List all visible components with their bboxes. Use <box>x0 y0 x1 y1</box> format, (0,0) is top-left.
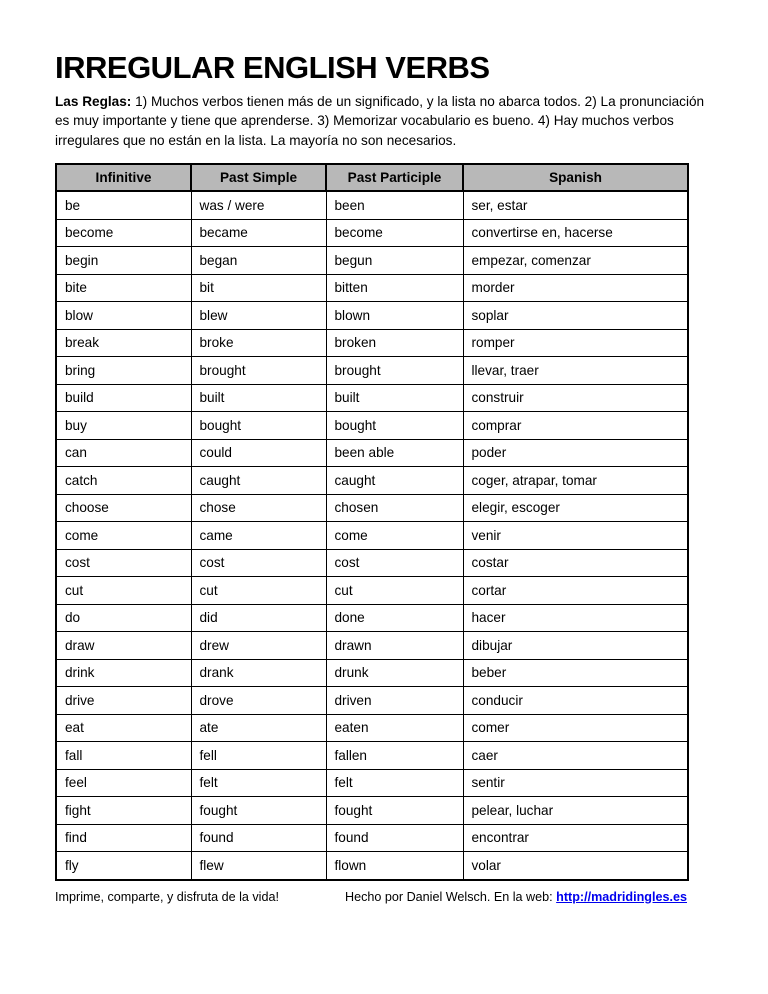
table-cell: caught <box>326 467 463 495</box>
intro-text: 1) Muchos verbos tienen más de un significado, y la lista no abarca todos. 2) La pronunciación es muy importante y tiene que aprenderse. 3) Memorizar vocabulario es bueno. 4) Hay muchos verbos irregulares que no están en la lista. La mayoría no son necesarios. <box>55 93 705 148</box>
header-cell-infinitive: Infinitive <box>56 164 191 191</box>
table-cell: drive <box>56 687 191 715</box>
table-cell: build <box>56 384 191 412</box>
table-cell: buy <box>56 412 191 440</box>
table-cell: pelear, luchar <box>463 797 688 825</box>
table-row <box>56 659 688 687</box>
table-row <box>56 412 688 440</box>
table-cell: felt <box>191 769 326 797</box>
intro-paragraph <box>55 92 715 151</box>
table-cell: bitten <box>326 274 463 302</box>
table-cell: built <box>326 384 463 412</box>
table-cell: coger, atrapar, tomar <box>463 467 688 495</box>
table-cell: break <box>56 329 191 357</box>
table-row <box>56 384 688 412</box>
table-cell: fell <box>191 742 326 770</box>
table-cell: can <box>56 439 191 467</box>
table-cell: became <box>191 219 326 247</box>
table-cell: bit <box>191 274 326 302</box>
table-cell: fought <box>191 797 326 825</box>
table-cell: cost <box>326 549 463 577</box>
table-cell: broken <box>326 329 463 357</box>
table-cell: ser, estar <box>463 191 688 219</box>
table-cell: convertirse en, hacerse <box>463 219 688 247</box>
table-cell: begin <box>56 247 191 275</box>
table-cell: brought <box>191 357 326 385</box>
table-cell: costar <box>463 549 688 577</box>
table-row <box>56 357 688 385</box>
table-cell: cortar <box>463 577 688 605</box>
table-row <box>56 687 688 715</box>
table-cell: been <box>326 191 463 219</box>
table-cell: empezar, comenzar <box>463 247 688 275</box>
table-cell: driven <box>326 687 463 715</box>
table-cell: chosen <box>326 494 463 522</box>
table-cell: soplar <box>463 302 688 330</box>
table-cell: bought <box>326 412 463 440</box>
table-cell: elegir, escoger <box>463 494 688 522</box>
table-cell: find <box>56 824 191 852</box>
table-header-row <box>56 164 688 191</box>
table-row <box>56 714 688 742</box>
table-cell: become <box>326 219 463 247</box>
table-cell: found <box>191 824 326 852</box>
table-row <box>56 769 688 797</box>
table-cell: built <box>191 384 326 412</box>
table-cell: fall <box>56 742 191 770</box>
table-cell: begun <box>326 247 463 275</box>
table-cell: blown <box>326 302 463 330</box>
table-row <box>56 329 688 357</box>
table-cell: cost <box>56 549 191 577</box>
table-cell: bought <box>191 412 326 440</box>
table-cell: venir <box>463 522 688 550</box>
table-cell: cut <box>56 577 191 605</box>
table-cell: poder <box>463 439 688 467</box>
table-cell: been able <box>326 439 463 467</box>
table-cell: blew <box>191 302 326 330</box>
table-cell: was / were <box>191 191 326 219</box>
page-title: IRREGULAR ENGLISH VERBS <box>55 50 490 85</box>
table-cell: dibujar <box>463 632 688 660</box>
table-cell: beber <box>463 659 688 687</box>
table-row <box>56 852 688 880</box>
table-row <box>56 494 688 522</box>
table-cell: llevar, traer <box>463 357 688 385</box>
table-cell: brought <box>326 357 463 385</box>
table-cell: feel <box>56 769 191 797</box>
intro-bold-label: Las Reglas: <box>55 93 132 109</box>
page-footer <box>55 890 687 904</box>
table-cell: felt <box>326 769 463 797</box>
footer-credit <box>345 890 687 904</box>
table-cell: cut <box>326 577 463 605</box>
table-row <box>56 274 688 302</box>
table-cell: fought <box>326 797 463 825</box>
table-cell: construir <box>463 384 688 412</box>
table-cell: encontrar <box>463 824 688 852</box>
table-cell: chose <box>191 494 326 522</box>
table-cell: done <box>326 604 463 632</box>
table-cell: drink <box>56 659 191 687</box>
table-cell: could <box>191 439 326 467</box>
table-cell: catch <box>56 467 191 495</box>
table-cell: come <box>326 522 463 550</box>
table-cell: volar <box>463 852 688 880</box>
table-cell: caught <box>191 467 326 495</box>
table-cell: drew <box>191 632 326 660</box>
table-cell: fallen <box>326 742 463 770</box>
table-row <box>56 467 688 495</box>
table-row <box>56 219 688 247</box>
table-cell: drank <box>191 659 326 687</box>
table-cell: cost <box>191 549 326 577</box>
table-cell: romper <box>463 329 688 357</box>
header-cell-past-participle: Past Participle <box>326 164 463 191</box>
table-row <box>56 824 688 852</box>
footer-credit-text: Hecho por Daniel Welsch. En la web: <box>344 889 557 904</box>
table-row <box>56 302 688 330</box>
table-cell: draw <box>56 632 191 660</box>
table-body <box>56 191 688 880</box>
table-cell: drove <box>191 687 326 715</box>
irregular-verbs-table <box>55 163 689 881</box>
table-row <box>56 742 688 770</box>
table-cell: eaten <box>326 714 463 742</box>
header-cell-past-simple: Past Simple <box>191 164 326 191</box>
table-cell: did <box>191 604 326 632</box>
table-cell: fly <box>56 852 191 880</box>
table-cell: flew <box>191 852 326 880</box>
table-row <box>56 247 688 275</box>
table-cell: caer <box>463 742 688 770</box>
table-row <box>56 577 688 605</box>
table-cell: sentir <box>463 769 688 797</box>
table-cell: bite <box>56 274 191 302</box>
table-cell: cut <box>191 577 326 605</box>
table-cell: come <box>56 522 191 550</box>
table-cell: do <box>56 604 191 632</box>
table-cell: came <box>191 522 326 550</box>
table-cell: broke <box>191 329 326 357</box>
table-cell: flown <box>326 852 463 880</box>
madridingles-link[interactable]: http://madridingles.es <box>556 889 687 904</box>
table-cell: be <box>56 191 191 219</box>
table-cell: ate <box>191 714 326 742</box>
table-cell: began <box>191 247 326 275</box>
table-row <box>56 797 688 825</box>
table-row <box>56 549 688 577</box>
footer-left-text: Imprime, comparte, y disfruta de la vida! <box>55 889 279 904</box>
table-row <box>56 439 688 467</box>
table-row <box>56 191 688 219</box>
table-cell: drawn <box>326 632 463 660</box>
table-cell: bring <box>56 357 191 385</box>
table-cell: morder <box>463 274 688 302</box>
table-cell: blow <box>56 302 191 330</box>
table-cell: fight <box>56 797 191 825</box>
table-row <box>56 632 688 660</box>
table-cell: conducir <box>463 687 688 715</box>
table-cell: hacer <box>463 604 688 632</box>
table-cell: choose <box>56 494 191 522</box>
table-cell: become <box>56 219 191 247</box>
table-cell: comprar <box>463 412 688 440</box>
header-cell-spanish: Spanish <box>463 164 688 191</box>
table-cell: comer <box>463 714 688 742</box>
table-cell: drunk <box>326 659 463 687</box>
table-cell: found <box>326 824 463 852</box>
table-row <box>56 604 688 632</box>
table-cell: eat <box>56 714 191 742</box>
table-row <box>56 522 688 550</box>
